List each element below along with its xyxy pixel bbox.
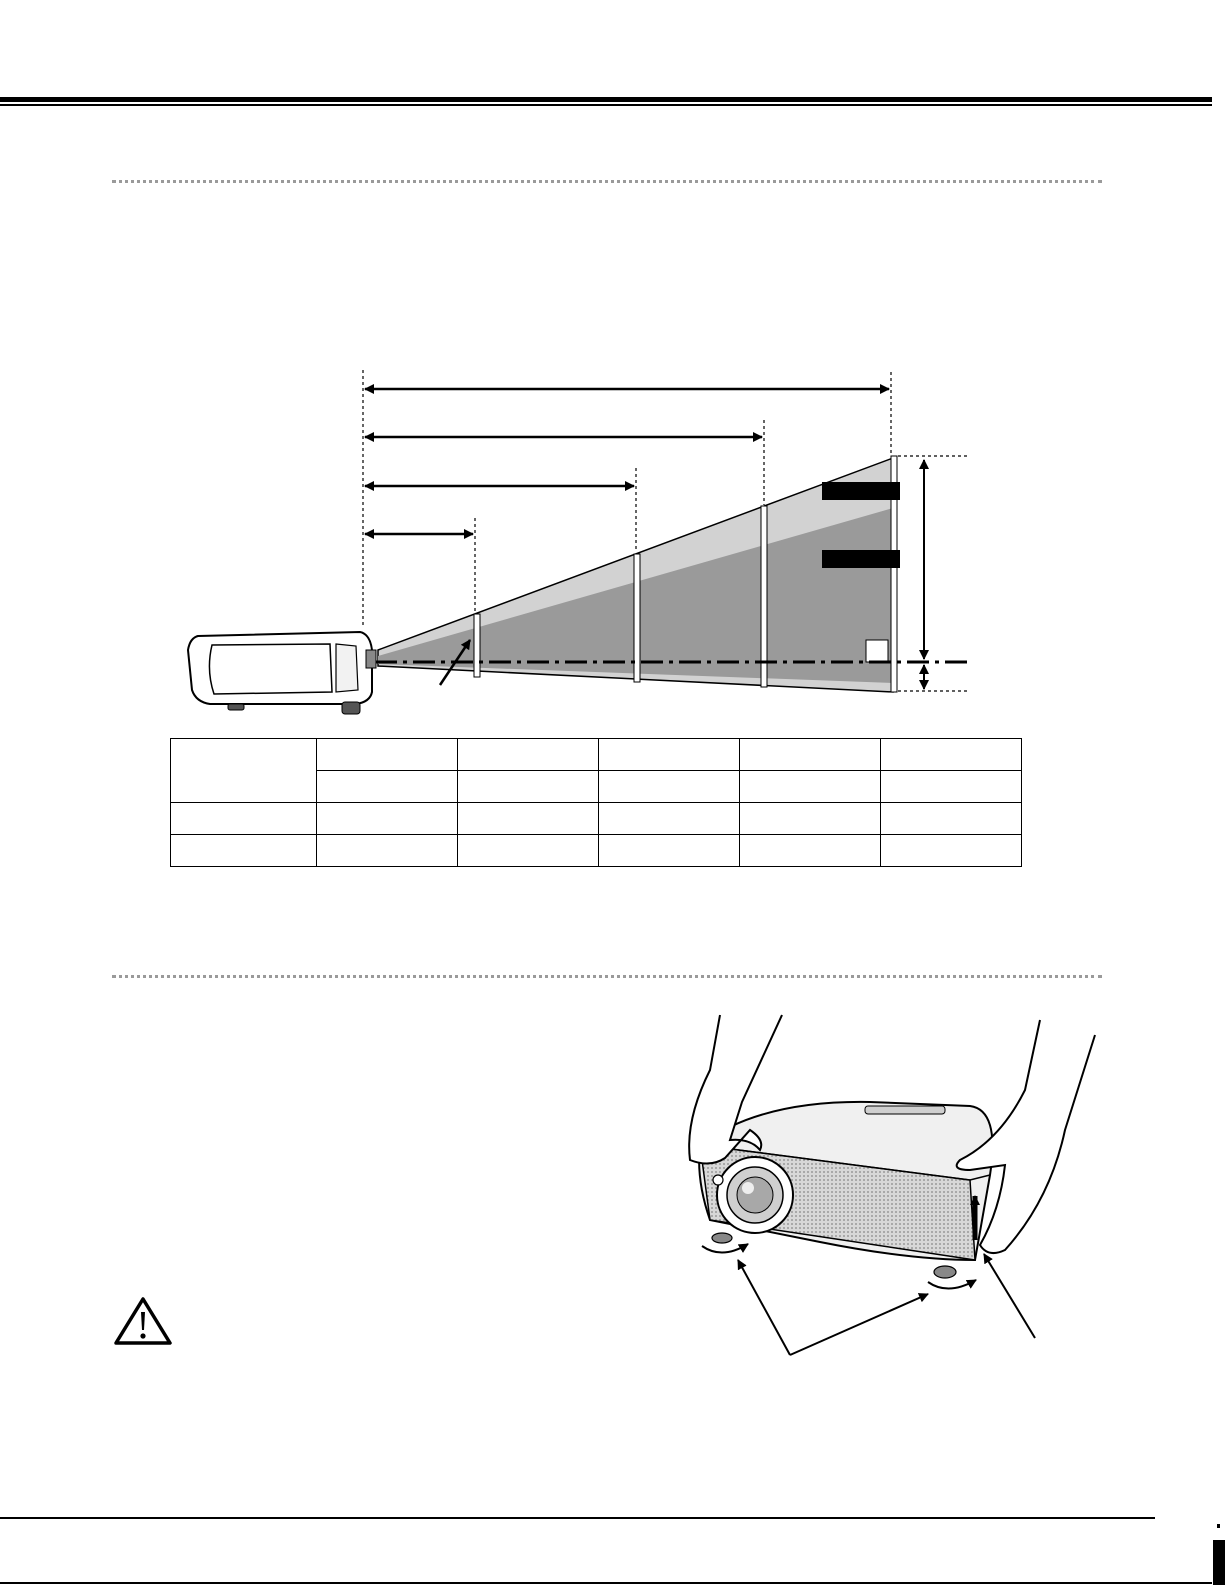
- table-cell: [171, 835, 317, 867]
- table-cell: [458, 803, 599, 835]
- table-cell: [599, 771, 740, 803]
- table-cell: [740, 835, 881, 867]
- table-cell: [881, 739, 1022, 771]
- table-cell: [458, 835, 599, 867]
- table-row: [171, 803, 1022, 835]
- table-cell: [881, 803, 1022, 835]
- screen-size-label-box-2: [822, 550, 900, 568]
- page-mark: [1217, 1524, 1220, 1528]
- footer-rule-bottom: [0, 1582, 1212, 1584]
- table-cell: [317, 835, 458, 867]
- table-cell: [599, 835, 740, 867]
- table-cell: [740, 803, 881, 835]
- page-edge-mark: [1213, 1540, 1225, 1585]
- section-divider-2: [112, 975, 1102, 978]
- projector-side-view: [188, 632, 376, 714]
- table-cell: [171, 803, 317, 835]
- adjustable-feet-illustration: [670, 1010, 1110, 1370]
- warning-icon: [113, 1296, 173, 1346]
- table-cell: [458, 739, 599, 771]
- table-cell: [881, 835, 1022, 867]
- table-cell: [599, 739, 740, 771]
- footer-rule: [0, 1517, 1155, 1519]
- table-row: [171, 835, 1022, 867]
- projection-distance-table: [170, 738, 1022, 867]
- table-cell: [171, 739, 317, 803]
- screen-1: [474, 614, 480, 677]
- table-cell: [317, 739, 458, 771]
- table-cell: [881, 771, 1022, 803]
- table-cell: [317, 803, 458, 835]
- screen-3: [761, 506, 767, 687]
- table-cell: [599, 803, 740, 835]
- table-row: [171, 739, 1022, 771]
- table-cell: [317, 771, 458, 803]
- table-cell: [740, 739, 881, 771]
- projection-diagram: [0, 0, 1225, 730]
- callout-lines: [738, 1254, 1035, 1355]
- table-cell: [458, 771, 599, 803]
- table-cell: [740, 771, 881, 803]
- screen-size-label-box-1: [822, 482, 900, 500]
- small-label-box: [866, 640, 888, 662]
